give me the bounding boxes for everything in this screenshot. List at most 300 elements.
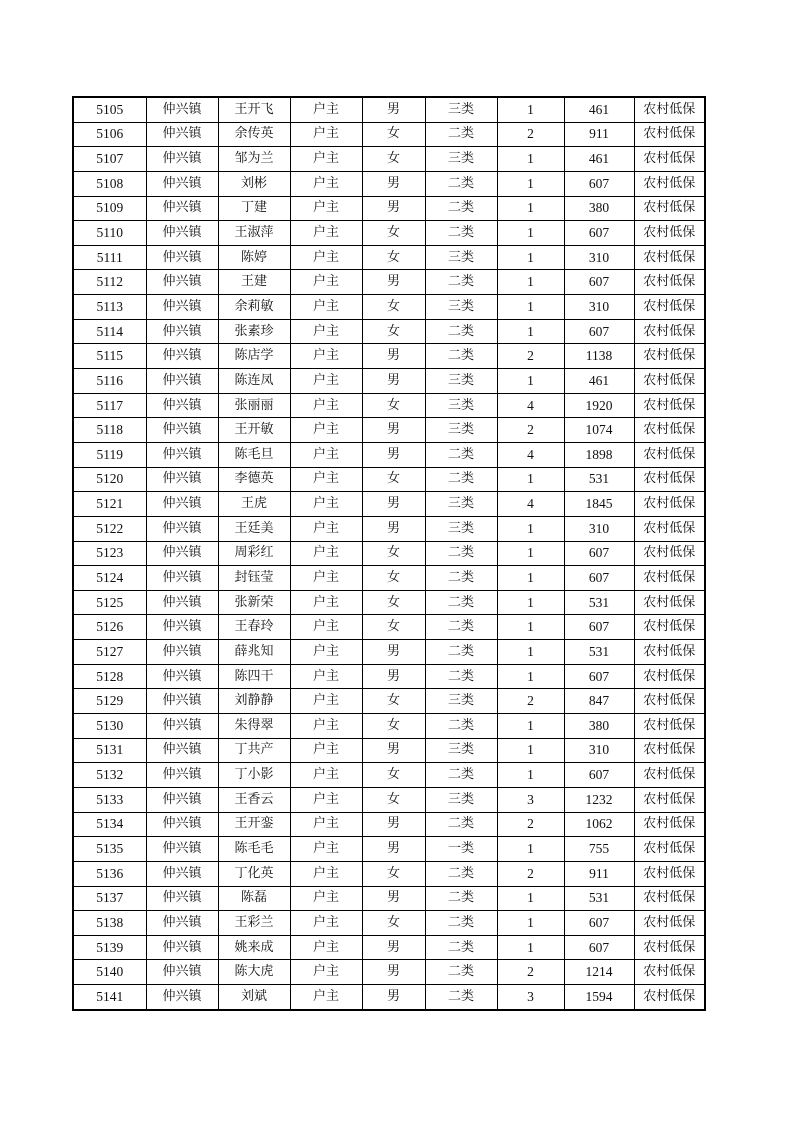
cell-name: 王开敏 — [218, 418, 290, 443]
cell-relation: 户主 — [290, 418, 362, 443]
cell-category: 三类 — [425, 516, 497, 541]
cell-category: 二类 — [425, 640, 497, 665]
cell-category: 二类 — [425, 566, 497, 591]
table-row — [73, 369, 705, 394]
cell-amount: 607 — [564, 319, 634, 344]
cell-household-size: 1 — [497, 738, 564, 763]
cell-category: 二类 — [425, 196, 497, 221]
cell-program: 农村低保 — [634, 689, 705, 714]
cell-relation: 户主 — [290, 763, 362, 788]
table-row — [73, 221, 705, 246]
beneficiary-table — [72, 96, 706, 1011]
cell-program: 农村低保 — [634, 541, 705, 566]
cell-amount: 310 — [564, 516, 634, 541]
cell-relation: 户主 — [290, 442, 362, 467]
cell-name: 王春玲 — [218, 615, 290, 640]
cell-serial-number: 5141 — [73, 985, 146, 1010]
cell-category: 三类 — [425, 787, 497, 812]
cell-program: 农村低保 — [634, 590, 705, 615]
table-row — [73, 960, 705, 985]
cell-relation: 户主 — [290, 689, 362, 714]
cell-town: 仲兴镇 — [146, 442, 218, 467]
cell-household-size: 1 — [497, 467, 564, 492]
cell-gender: 男 — [362, 640, 425, 665]
cell-town: 仲兴镇 — [146, 787, 218, 812]
cell-program: 农村低保 — [634, 393, 705, 418]
cell-serial-number: 5131 — [73, 738, 146, 763]
cell-town: 仲兴镇 — [146, 689, 218, 714]
table-row — [73, 442, 705, 467]
cell-name: 李德英 — [218, 467, 290, 492]
cell-category: 三类 — [425, 245, 497, 270]
cell-serial-number: 5132 — [73, 763, 146, 788]
cell-name: 姚来成 — [218, 935, 290, 960]
cell-household-size: 1 — [497, 763, 564, 788]
cell-program: 农村低保 — [634, 566, 705, 591]
cell-serial-number: 5135 — [73, 837, 146, 862]
cell-program: 农村低保 — [634, 467, 705, 492]
cell-relation: 户主 — [290, 344, 362, 369]
cell-serial-number: 5112 — [73, 270, 146, 295]
cell-relation: 户主 — [290, 196, 362, 221]
cell-town: 仲兴镇 — [146, 171, 218, 196]
table-row — [73, 640, 705, 665]
cell-relation: 户主 — [290, 935, 362, 960]
table-row — [73, 541, 705, 566]
cell-town: 仲兴镇 — [146, 97, 218, 122]
cell-amount: 1845 — [564, 492, 634, 517]
cell-category: 二类 — [425, 886, 497, 911]
cell-name: 余莉敏 — [218, 295, 290, 320]
cell-town: 仲兴镇 — [146, 812, 218, 837]
cell-household-size: 4 — [497, 442, 564, 467]
cell-serial-number: 5127 — [73, 640, 146, 665]
cell-gender: 男 — [362, 369, 425, 394]
cell-program: 农村低保 — [634, 418, 705, 443]
cell-household-size: 2 — [497, 812, 564, 837]
cell-household-size: 4 — [497, 393, 564, 418]
cell-program: 农村低保 — [634, 319, 705, 344]
cell-relation: 户主 — [290, 97, 362, 122]
cell-household-size: 2 — [497, 344, 564, 369]
cell-program: 农村低保 — [634, 171, 705, 196]
cell-amount: 531 — [564, 590, 634, 615]
cell-household-size: 1 — [497, 615, 564, 640]
cell-town: 仲兴镇 — [146, 221, 218, 246]
cell-relation: 户主 — [290, 714, 362, 739]
cell-category: 二类 — [425, 615, 497, 640]
cell-program: 农村低保 — [634, 344, 705, 369]
cell-amount: 1074 — [564, 418, 634, 443]
cell-household-size: 2 — [497, 122, 564, 147]
cell-amount: 607 — [564, 935, 634, 960]
cell-town: 仲兴镇 — [146, 738, 218, 763]
cell-program: 农村低保 — [634, 245, 705, 270]
cell-household-size: 1 — [497, 935, 564, 960]
cell-serial-number: 5139 — [73, 935, 146, 960]
cell-relation: 户主 — [290, 960, 362, 985]
cell-gender: 女 — [362, 615, 425, 640]
cell-household-size: 1 — [497, 369, 564, 394]
cell-town: 仲兴镇 — [146, 516, 218, 541]
cell-gender: 男 — [362, 270, 425, 295]
table-row — [73, 122, 705, 147]
table-row — [73, 171, 705, 196]
cell-relation: 户主 — [290, 270, 362, 295]
cell-relation: 户主 — [290, 319, 362, 344]
table-row — [73, 787, 705, 812]
cell-amount: 380 — [564, 714, 634, 739]
cell-serial-number: 5106 — [73, 122, 146, 147]
cell-serial-number: 5113 — [73, 295, 146, 320]
cell-serial-number: 5107 — [73, 147, 146, 172]
cell-town: 仲兴镇 — [146, 418, 218, 443]
cell-amount: 1898 — [564, 442, 634, 467]
cell-gender: 男 — [362, 516, 425, 541]
cell-gender: 女 — [362, 467, 425, 492]
cell-program: 农村低保 — [634, 763, 705, 788]
cell-amount: 461 — [564, 97, 634, 122]
cell-amount: 1920 — [564, 393, 634, 418]
cell-household-size: 1 — [497, 886, 564, 911]
cell-serial-number: 5111 — [73, 245, 146, 270]
cell-relation: 户主 — [290, 861, 362, 886]
cell-relation: 户主 — [290, 911, 362, 936]
cell-gender: 男 — [362, 664, 425, 689]
cell-household-size: 3 — [497, 985, 564, 1010]
cell-program: 农村低保 — [634, 97, 705, 122]
cell-name: 陈磊 — [218, 886, 290, 911]
table-row — [73, 714, 705, 739]
cell-relation: 户主 — [290, 147, 362, 172]
cell-household-size: 1 — [497, 664, 564, 689]
cell-serial-number: 5134 — [73, 812, 146, 837]
cell-household-size: 1 — [497, 270, 564, 295]
table-row — [73, 615, 705, 640]
cell-household-size: 1 — [497, 516, 564, 541]
cell-household-size: 1 — [497, 640, 564, 665]
cell-program: 农村低保 — [634, 812, 705, 837]
cell-category: 二类 — [425, 861, 497, 886]
cell-name: 王建 — [218, 270, 290, 295]
cell-gender: 女 — [362, 122, 425, 147]
cell-town: 仲兴镇 — [146, 122, 218, 147]
cell-name: 张素珍 — [218, 319, 290, 344]
cell-household-size: 1 — [497, 714, 564, 739]
cell-amount: 531 — [564, 467, 634, 492]
cell-name: 张新荣 — [218, 590, 290, 615]
cell-relation: 户主 — [290, 812, 362, 837]
cell-serial-number: 5124 — [73, 566, 146, 591]
cell-relation: 户主 — [290, 590, 362, 615]
cell-name: 王香云 — [218, 787, 290, 812]
cell-program: 农村低保 — [634, 960, 705, 985]
cell-gender: 女 — [362, 245, 425, 270]
cell-program: 农村低保 — [634, 861, 705, 886]
cell-serial-number: 5126 — [73, 615, 146, 640]
table-row — [73, 837, 705, 862]
cell-category: 二类 — [425, 171, 497, 196]
cell-name: 刘彬 — [218, 171, 290, 196]
cell-program: 农村低保 — [634, 714, 705, 739]
cell-name: 丁共产 — [218, 738, 290, 763]
cell-amount: 531 — [564, 640, 634, 665]
cell-relation: 户主 — [290, 221, 362, 246]
cell-household-size: 1 — [497, 837, 564, 862]
cell-gender: 女 — [362, 763, 425, 788]
cell-name: 刘静静 — [218, 689, 290, 714]
cell-category: 二类 — [425, 442, 497, 467]
cell-category: 三类 — [425, 492, 497, 517]
table-row — [73, 270, 705, 295]
cell-amount: 607 — [564, 664, 634, 689]
cell-relation: 户主 — [290, 787, 362, 812]
cell-category: 二类 — [425, 763, 497, 788]
cell-household-size: 2 — [497, 689, 564, 714]
cell-serial-number: 5123 — [73, 541, 146, 566]
table-row — [73, 812, 705, 837]
cell-amount: 310 — [564, 738, 634, 763]
cell-gender: 男 — [362, 886, 425, 911]
table-row — [73, 911, 705, 936]
cell-category: 二类 — [425, 664, 497, 689]
cell-town: 仲兴镇 — [146, 369, 218, 394]
cell-category: 二类 — [425, 911, 497, 936]
cell-program: 农村低保 — [634, 640, 705, 665]
cell-town: 仲兴镇 — [146, 911, 218, 936]
cell-name: 丁建 — [218, 196, 290, 221]
table-row — [73, 344, 705, 369]
cell-gender: 女 — [362, 319, 425, 344]
cell-program: 农村低保 — [634, 122, 705, 147]
cell-relation: 户主 — [290, 664, 362, 689]
cell-household-size: 1 — [497, 171, 564, 196]
cell-town: 仲兴镇 — [146, 270, 218, 295]
cell-amount: 1594 — [564, 985, 634, 1010]
cell-amount: 461 — [564, 369, 634, 394]
cell-household-size: 1 — [497, 319, 564, 344]
cell-serial-number: 5130 — [73, 714, 146, 739]
cell-category: 一类 — [425, 837, 497, 862]
table-row — [73, 467, 705, 492]
cell-program: 农村低保 — [634, 516, 705, 541]
cell-gender: 男 — [362, 97, 425, 122]
cell-category: 三类 — [425, 689, 497, 714]
cell-serial-number: 5118 — [73, 418, 146, 443]
cell-gender: 男 — [362, 492, 425, 517]
cell-category: 二类 — [425, 590, 497, 615]
cell-household-size: 1 — [497, 566, 564, 591]
cell-amount: 607 — [564, 541, 634, 566]
cell-household-size: 1 — [497, 295, 564, 320]
cell-amount: 755 — [564, 837, 634, 862]
cell-town: 仲兴镇 — [146, 295, 218, 320]
cell-amount: 911 — [564, 861, 634, 886]
cell-town: 仲兴镇 — [146, 590, 218, 615]
cell-town: 仲兴镇 — [146, 467, 218, 492]
cell-name: 刘斌 — [218, 985, 290, 1010]
cell-name: 余传英 — [218, 122, 290, 147]
cell-relation: 户主 — [290, 640, 362, 665]
cell-relation: 户主 — [290, 393, 362, 418]
cell-name: 王淑萍 — [218, 221, 290, 246]
cell-category: 三类 — [425, 738, 497, 763]
cell-gender: 女 — [362, 911, 425, 936]
cell-name: 陈大虎 — [218, 960, 290, 985]
table-row — [73, 738, 705, 763]
cell-amount: 310 — [564, 245, 634, 270]
cell-name: 丁小影 — [218, 763, 290, 788]
cell-name: 王廷美 — [218, 516, 290, 541]
cell-amount: 607 — [564, 566, 634, 591]
cell-amount: 461 — [564, 147, 634, 172]
cell-relation: 户主 — [290, 492, 362, 517]
cell-category: 三类 — [425, 97, 497, 122]
table-row — [73, 664, 705, 689]
cell-household-size: 1 — [497, 590, 564, 615]
cell-gender: 男 — [362, 738, 425, 763]
cell-category: 二类 — [425, 270, 497, 295]
table-row — [73, 689, 705, 714]
cell-household-size: 2 — [497, 960, 564, 985]
cell-household-size: 1 — [497, 541, 564, 566]
cell-name: 朱得翠 — [218, 714, 290, 739]
cell-amount: 847 — [564, 689, 634, 714]
cell-category: 二类 — [425, 221, 497, 246]
table-row — [73, 97, 705, 122]
cell-program: 农村低保 — [634, 492, 705, 517]
table-row — [73, 590, 705, 615]
cell-town: 仲兴镇 — [146, 960, 218, 985]
cell-gender: 男 — [362, 196, 425, 221]
table-row — [73, 393, 705, 418]
cell-gender: 女 — [362, 714, 425, 739]
cell-program: 农村低保 — [634, 886, 705, 911]
cell-gender: 女 — [362, 147, 425, 172]
cell-town: 仲兴镇 — [146, 935, 218, 960]
cell-household-size: 1 — [497, 911, 564, 936]
cell-relation: 户主 — [290, 615, 362, 640]
cell-town: 仲兴镇 — [146, 245, 218, 270]
cell-town: 仲兴镇 — [146, 886, 218, 911]
cell-relation: 户主 — [290, 369, 362, 394]
cell-serial-number: 5115 — [73, 344, 146, 369]
table-row — [73, 295, 705, 320]
cell-town: 仲兴镇 — [146, 763, 218, 788]
table-row — [73, 418, 705, 443]
cell-name: 陈连凤 — [218, 369, 290, 394]
cell-name: 陈店学 — [218, 344, 290, 369]
cell-gender: 女 — [362, 861, 425, 886]
cell-serial-number: 5108 — [73, 171, 146, 196]
cell-gender: 女 — [362, 393, 425, 418]
cell-serial-number: 5116 — [73, 369, 146, 394]
cell-serial-number: 5105 — [73, 97, 146, 122]
cell-relation: 户主 — [290, 122, 362, 147]
cell-category: 二类 — [425, 714, 497, 739]
cell-household-size: 1 — [497, 245, 564, 270]
table-row — [73, 935, 705, 960]
cell-amount: 310 — [564, 295, 634, 320]
cell-relation: 户主 — [290, 837, 362, 862]
cell-name: 丁化英 — [218, 861, 290, 886]
cell-gender: 女 — [362, 295, 425, 320]
cell-program: 农村低保 — [634, 442, 705, 467]
cell-category: 二类 — [425, 960, 497, 985]
table-row — [73, 196, 705, 221]
cell-relation: 户主 — [290, 738, 362, 763]
cell-name: 王开飞 — [218, 97, 290, 122]
cell-amount: 607 — [564, 171, 634, 196]
cell-amount: 531 — [564, 886, 634, 911]
cell-town: 仲兴镇 — [146, 985, 218, 1010]
cell-gender: 男 — [362, 837, 425, 862]
cell-amount: 607 — [564, 911, 634, 936]
cell-program: 农村低保 — [634, 738, 705, 763]
cell-amount: 607 — [564, 270, 634, 295]
cell-serial-number: 5110 — [73, 221, 146, 246]
cell-program: 农村低保 — [634, 295, 705, 320]
cell-serial-number: 5136 — [73, 861, 146, 886]
cell-household-size: 3 — [497, 787, 564, 812]
cell-category: 三类 — [425, 147, 497, 172]
cell-gender: 女 — [362, 689, 425, 714]
cell-town: 仲兴镇 — [146, 196, 218, 221]
cell-town: 仲兴镇 — [146, 566, 218, 591]
cell-gender: 男 — [362, 344, 425, 369]
cell-town: 仲兴镇 — [146, 837, 218, 862]
cell-serial-number: 5114 — [73, 319, 146, 344]
cell-town: 仲兴镇 — [146, 492, 218, 517]
table-row — [73, 886, 705, 911]
cell-town: 仲兴镇 — [146, 861, 218, 886]
cell-name: 陈婷 — [218, 245, 290, 270]
cell-serial-number: 5109 — [73, 196, 146, 221]
cell-household-size: 2 — [497, 861, 564, 886]
cell-name: 封钰莹 — [218, 566, 290, 591]
table-row — [73, 319, 705, 344]
cell-amount: 607 — [564, 615, 634, 640]
cell-relation: 户主 — [290, 295, 362, 320]
cell-amount: 1138 — [564, 344, 634, 369]
cell-program: 农村低保 — [634, 147, 705, 172]
cell-name: 王虎 — [218, 492, 290, 517]
cell-category: 三类 — [425, 369, 497, 394]
table-row — [73, 245, 705, 270]
cell-amount: 1062 — [564, 812, 634, 837]
cell-town: 仲兴镇 — [146, 615, 218, 640]
cell-name: 陈四干 — [218, 664, 290, 689]
cell-serial-number: 5129 — [73, 689, 146, 714]
cell-gender: 女 — [362, 221, 425, 246]
cell-serial-number: 5117 — [73, 393, 146, 418]
cell-category: 三类 — [425, 295, 497, 320]
cell-program: 农村低保 — [634, 664, 705, 689]
cell-gender: 男 — [362, 960, 425, 985]
cell-category: 二类 — [425, 467, 497, 492]
cell-serial-number: 5122 — [73, 516, 146, 541]
table-row — [73, 516, 705, 541]
cell-relation: 户主 — [290, 245, 362, 270]
cell-amount: 1214 — [564, 960, 634, 985]
cell-category: 二类 — [425, 122, 497, 147]
cell-town: 仲兴镇 — [146, 714, 218, 739]
cell-gender: 男 — [362, 985, 425, 1010]
cell-serial-number: 5120 — [73, 467, 146, 492]
cell-town: 仲兴镇 — [146, 344, 218, 369]
cell-serial-number: 5119 — [73, 442, 146, 467]
cell-name: 王开銮 — [218, 812, 290, 837]
